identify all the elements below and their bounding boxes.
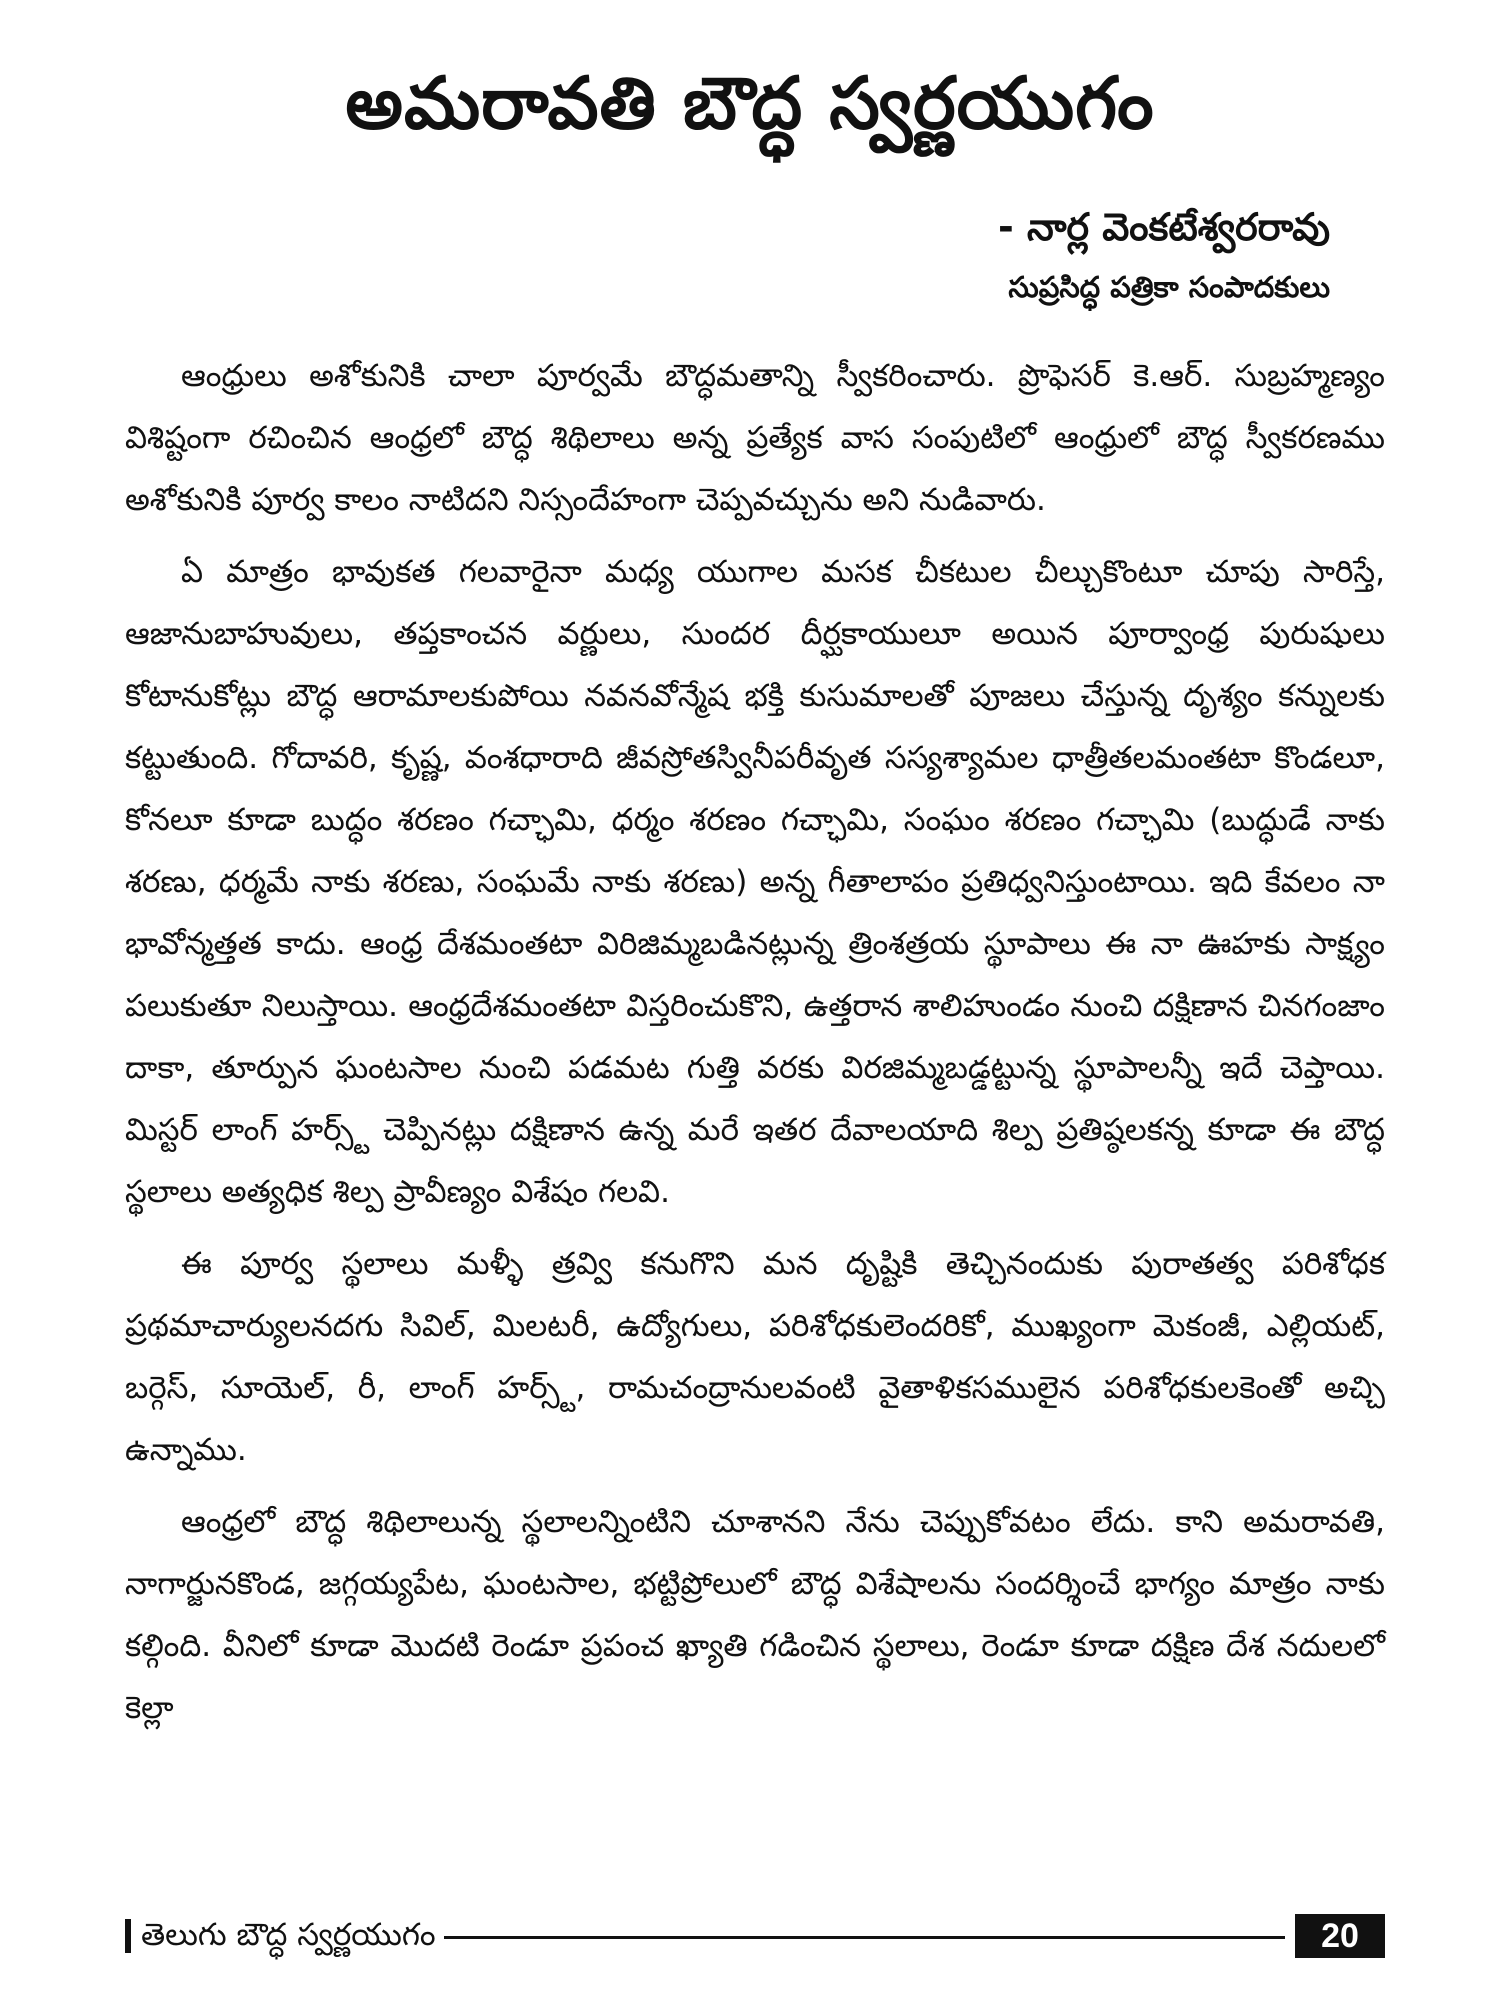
footer-divider [425,1936,1285,1939]
paragraph-1: ఆంధ్రులు అశోకునికి చాలా పూర్వమే బౌద్ధమతాన్ని స్వీకరించారు. ప్రొఫెసర్ కె.ఆర్. సుబ్రహ్మణ్యం విశిష్టంగా రచించిన ఆంధ్రలో బౌద్ధ శిథిలాలు అన్న ప్రత్యేక వాస సంపుటిలో ఆంధ్రులో బౌద్ధ స్వీకరణము అశోకునికి పూర్వ కాలం నాటిదని నిస్సందేహంగా చెప్పవచ్చును అని నుడివారు. [125,358,1385,518]
author-name: - నార్ల వెంకటేశ్వరరావు [998,205,1330,249]
paragraph-4: ఆంధ్రలో బౌద్ధ శిథిలాలున్న స్థలాలన్నింటిని చూశానని నేను చెప్పుకోవటం లేదు. కాని అమరావతి, నాగార్జునకొండ, జగ్గయ్యపేట, ఘంటసాల, భట్టిప్రోలులో బౌద్ధ విశేషాలను సందర్శించే భాగ్యం మాత్రం నాకు కల్గింది. వీనిలో కూడా మొదటి రెండూ ప్రపంచ ఖ్యాతి గడించిన స్థలాలు, రెండూ కూడా దక్షిణ దేశ నదులలో కెల్లా [125,1504,1385,1726]
footer-marker [125,1919,131,1953]
footer-book-title: తెలుగు బౌద్ధ స్వర్ణయుగం [141,1913,444,1957]
paragraph-2: ఏ మాత్రం భావుకత గలవారైనా మధ్య యుగాల మసక చీకటుల చీల్చుకొంటూ చూపు సారిస్తే, ఆజానుబాహువులు, తప్తకాంచన వర్ణులు, సుందర దీర్ఘకాయులూ అయిన పూర్వాంధ్ర పురుషులు కోటానుకోట్లు బౌద్ధ ఆరామాలకుపోయి నవనవోన్మేష భక్తి కుసుమాలతో పూజలు చేస్తున్న దృశ్యం కన్నులకు కట్టుతుంది. గోదావరి, కృష్ణ, వంశధారాది జీవస్రోతస్వినీపరీవృత సస్యశ్యామల ధాత్రీతలమంతటా కొండలూ, కోనలూ కూడా బుద్ధం శరణం గచ్ఛామి, ధర్మం శరణం గచ్ఛామి, సంఘం శరణం గచ్ఛామి (బుద్ధుడే నాకు శరణు, ధర్మమే నాకు శరణు, సంఘమే నాకు శరణు) అన్న గీతాలాపం ప్రతిధ్వనిస్తుంటాయి. ఇది కేవలం నా భావోన్మత్తత కాదు. ఆంధ్ర దేశమంతటా విరిజిమ్మబడినట్లున్న త్రింశత్రయ స్థూపాలు ఈ నా ఊహకు సాక్ష్యం పలుకుతూ నిలుస్తాయి. ఆంధ్రదేశమంతటా విస్తరించుకొని, ఉత్తరాన శాలిహుండం నుంచి దక్షిణాన చినగంజాం దాకా, తూర్పున ఘంటసాల నుంచి పడమట గుత్తి వరకు విరజిమ్మబడ్డట్టున్న స్థూపాలన్నీ ఇదే చెప్తాయి. మిస్టర్ లాంగ్ హర్స్ట్ చెప్పినట్లు దక్షిణాన ఉన్న మరే ఇతర దేవాలయాది శిల్ప ప్రతిష్ఠలకన్న కూడా ఈ బౌద్ధ స్థలాలు అత్యధిక శిల్ప ప్రావీణ్యం విశేషం గలవి. [125,554,1385,1210]
page-footer [125,1910,1385,1960]
paragraph-3: ఈ పూర్వ స్థలాలు మళ్ళీ త్రవ్వి కనుగొని మన దృష్టికి తెచ్చినందుకు పురాతత్వ పరిశోధక ప్రథమాచార్యులనదగు సివిల్, మిలటరీ, ఉద్యోగులు, పరిశోధకులెందరికో, ముఖ్యంగా మెకంజీ, ఎల్లియట్, బర్గెస్, సూయెల్, రీ, లాంగ్ హర్స్ట్, రామచంద్రానులవంటి వైతాళికసములైన పరిశోధకులకెంతో అచ్చి ఉన్నాము. [125,1246,1385,1468]
author-role: సుప్రసిద్ధ పత్రికా సంపాదకులు [1008,270,1330,304]
article-body [125,345,1385,1749]
page-number: 20 [1295,1914,1385,1958]
page-title: అమరావతి బౌద్ధ స్వర్ణయుగం [345,61,1155,145]
